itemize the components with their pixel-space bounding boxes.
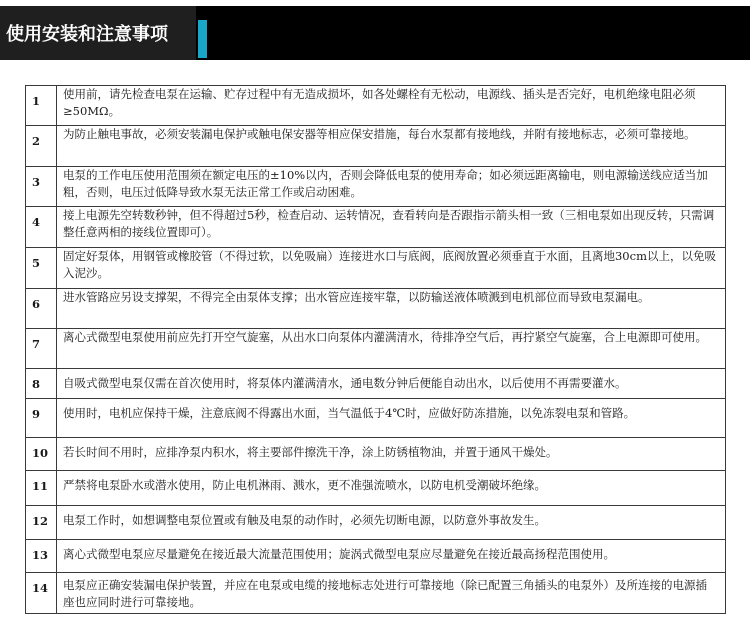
section-title: 使用安装和注意事项: [6, 24, 168, 45]
row-text-cell: [57, 207, 726, 248]
table-row: [26, 369, 726, 399]
row-number-cell: [26, 540, 57, 573]
row-number-cell: [26, 399, 57, 438]
row-text: 电泵的工作电压使用范围须在额定电压的±10%以内，否则会降低电泵的使用寿命；如必须远距离输电，则电源输送线应适当加粗，否则，电压过低降导致水泵无法正常工作或启动困难。: [63, 168, 708, 199]
table-row: [26, 207, 726, 248]
row-number: 8: [32, 377, 41, 391]
row-text: 离心式微型电泵使用前应先打开空气旋塞，从出水口向泵体内灌满清水，待排净空气后，再拧紧空气旋塞，合上电源即可使用。: [63, 330, 707, 344]
table-row: [26, 506, 726, 540]
row-number-cell: [26, 86, 57, 126]
row-number: 3: [32, 175, 41, 189]
table-row: [26, 86, 726, 126]
row-text: 使用前，请先检查电泵在运输、贮存过程中有无造成损坏，如各处螺栓有无松动，电源线、插头是否完好，电机绝缘电阻必须≥50MΩ。: [63, 87, 696, 118]
row-text: 电泵工作时，如想调整电泵位置或有触及电泵的动作时，必须先切断电源，以防意外事故发生。: [63, 513, 546, 527]
table-row: [26, 126, 726, 167]
row-number: 2: [32, 134, 41, 148]
row-number-cell: [26, 289, 57, 329]
row-text-cell: [57, 248, 726, 289]
row-number-cell: [26, 329, 57, 369]
table-row: [26, 329, 726, 369]
row-text-cell: [57, 573, 726, 614]
row-text-cell: [57, 369, 726, 399]
row-text-cell: [57, 506, 726, 540]
row-number: 1: [32, 94, 41, 108]
row-number: 9: [32, 407, 41, 421]
row-text: 进水管路应另设支撑架，不得完全由泵体支撑；出水管应连接牢靠，以防输送液体喷溅到电机部位而导致电泵漏电。: [63, 290, 650, 304]
table-row: [26, 573, 726, 614]
row-text-cell: [57, 438, 726, 471]
row-text: 电泵应正确安装漏电保护装置，并应在电泵或电缆的接地标志处进行可靠接地（除已配置三角插头的电泵外）及所连接的电源插座也应同时进行可靠接地。: [63, 578, 707, 609]
table-row: [26, 471, 726, 506]
row-number-cell: [26, 573, 57, 614]
row-text-cell: [57, 399, 726, 438]
row-number: 12: [32, 514, 49, 528]
row-number-cell: [26, 167, 57, 207]
table-row: [26, 248, 726, 289]
row-text: 离心式微型电泵应尽量避免在接近最大流量范围使用；旋涡式微型电泵应尽量避免在接近最高扬程范围使用。: [63, 547, 615, 561]
row-number: 5: [32, 256, 41, 270]
row-text: 为防止触电事故，必须安装漏电保护或触电保安器等相应保安措施，每台水泵都有接地线，并附有接地标志，必须可靠接地。: [63, 127, 696, 141]
row-text: 接上电源先空转数秒钟，但不得超过5秒，检查启动、运转情况，查看转向是否跟指示箭头相一致（三相电泵如出现反转，只需调整任意两相的接线位置即可）。: [63, 208, 715, 239]
row-number: 10: [32, 446, 49, 460]
row-text-cell: [57, 167, 726, 207]
table-row: [26, 167, 726, 207]
row-number: 14: [32, 581, 49, 595]
row-number-cell: [26, 506, 57, 540]
row-number-cell: [26, 471, 57, 506]
row-number: 13: [32, 548, 49, 562]
row-number-cell: [26, 126, 57, 167]
row-text-cell: [57, 86, 726, 126]
row-text: 若长时间不用时，应排净泵内积水，将主要部件擦洗干净，涂上防锈植物油，并置于通风干燥处。: [63, 445, 558, 459]
row-text: 严禁将电泵卧水或潜水使用，防止电机淋雨、溅水，更不准强流喷水，以防电机受潮破坏绝缘。: [63, 478, 546, 492]
row-text-cell: [57, 289, 726, 329]
row-text-cell: [57, 540, 726, 573]
row-number-cell: [26, 369, 57, 399]
row-text-cell: [57, 471, 726, 506]
notes-table: [25, 85, 726, 614]
table-row: [26, 438, 726, 471]
row-text: 自吸式微型电泵仅需在首次使用时，将泵体内灌满清水，通电数分钟后便能自动出水，以后使用不再需要灌水。: [63, 376, 627, 390]
accent-bar: [198, 20, 207, 58]
row-number: 7: [32, 337, 41, 351]
row-text: 固定好泵体，用钢管或橡胶管（不得过软，以免吸扁）连接进水口与底阀，底阀放置必须垂直于水面，且离地30cm以上，以免吸入泥沙。: [63, 249, 716, 280]
table-row: [26, 399, 726, 438]
row-text-cell: [57, 126, 726, 167]
row-number: 6: [32, 297, 41, 311]
row-number: 4: [32, 215, 41, 229]
table-row: [26, 540, 726, 573]
row-number: 11: [32, 479, 49, 493]
row-number-cell: [26, 248, 57, 289]
section-header: [0, 6, 750, 60]
table-row: [26, 289, 726, 329]
row-number-cell: [26, 438, 57, 471]
row-text: 使用时，电机应保持干燥，注意底阀不得露出水面，当气温低于4℃时，应做好防冻措施，以免冻裂电泵和管路。: [63, 406, 636, 420]
row-number-cell: [26, 207, 57, 248]
row-text-cell: [57, 329, 726, 369]
section-title-box: [0, 6, 196, 60]
